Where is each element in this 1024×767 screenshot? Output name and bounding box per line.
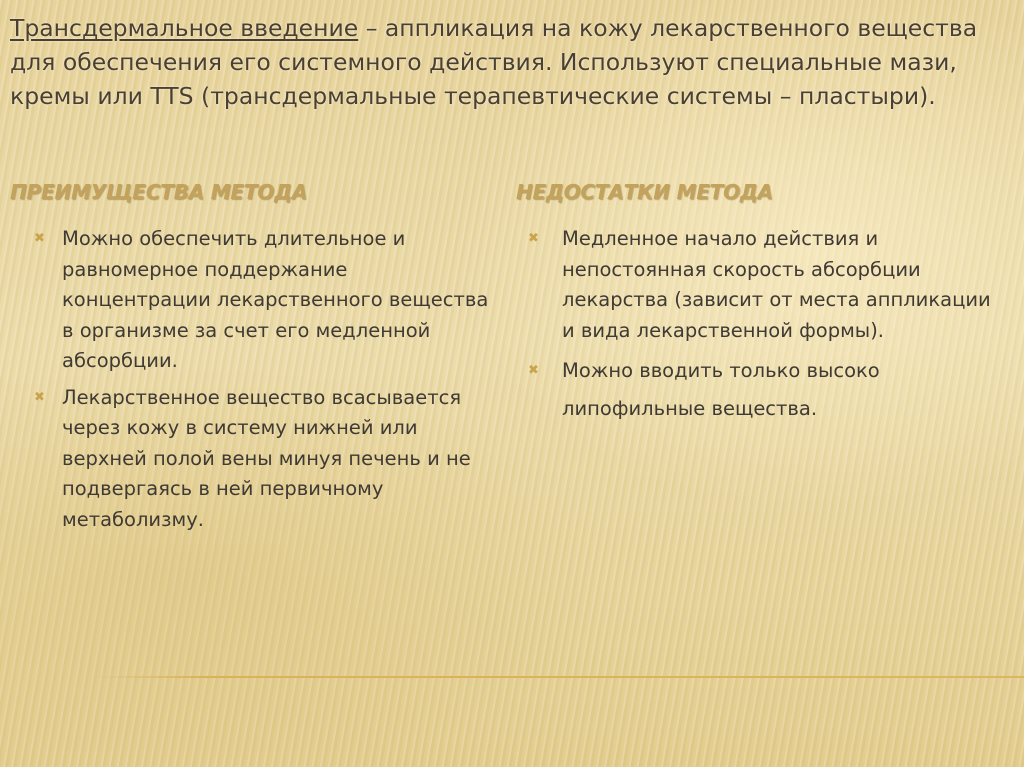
intro-text: – аппликация на кожу лекарственного вещества для обеспечения его системного действия. Используют специальные мази, кремы или TTS (трансдермальные терапевтические системы – пластыри).: [10, 14, 978, 110]
disadvantages-heading: НЕДОСТАТКИ МЕТОДА: [516, 180, 773, 204]
list-item: [10, 224, 500, 377]
advantage-text: Лекарственное вещество всасывается через кожу в систему нижней или верхней полой вены минуя печень и не подвергаясь в ней первичному метаболизму.: [62, 385, 471, 531]
advantage-text: Можно обеспечить длительное и равномерное поддержание концентрации лекарственного вещества в организме за счет его медленной абсорбции.: [62, 227, 489, 372]
list-item: [10, 383, 500, 536]
divider-line: [95, 676, 1024, 678]
disadvantage-text: Медленное начало действия и непостоянная скорость абсорбции лекарства (зависит от места аппликации и вида лекарственной формы).: [562, 227, 991, 342]
disadvantage-text: Можно вводить только высоко липофильные вещества.: [562, 359, 880, 420]
advantages-list: [10, 224, 500, 535]
advantages-column: [10, 180, 500, 541]
list-item: [516, 224, 1006, 346]
intro-paragraph: [10, 11, 1010, 113]
disadvantages-column: [516, 180, 1006, 434]
list-item: [516, 352, 1006, 428]
intro-term: Трансдермальное введение: [10, 14, 359, 42]
cross-mark-icon: ✖: [528, 231, 539, 246]
cross-mark-icon: ✖: [34, 389, 45, 405]
disadvantages-list: [516, 224, 1006, 428]
advantages-heading: ПРЕИМУЩЕСТВА МЕТОДА: [10, 180, 308, 204]
cross-mark-icon: ✖: [528, 363, 539, 378]
cross-mark-icon: ✖: [34, 231, 45, 246]
